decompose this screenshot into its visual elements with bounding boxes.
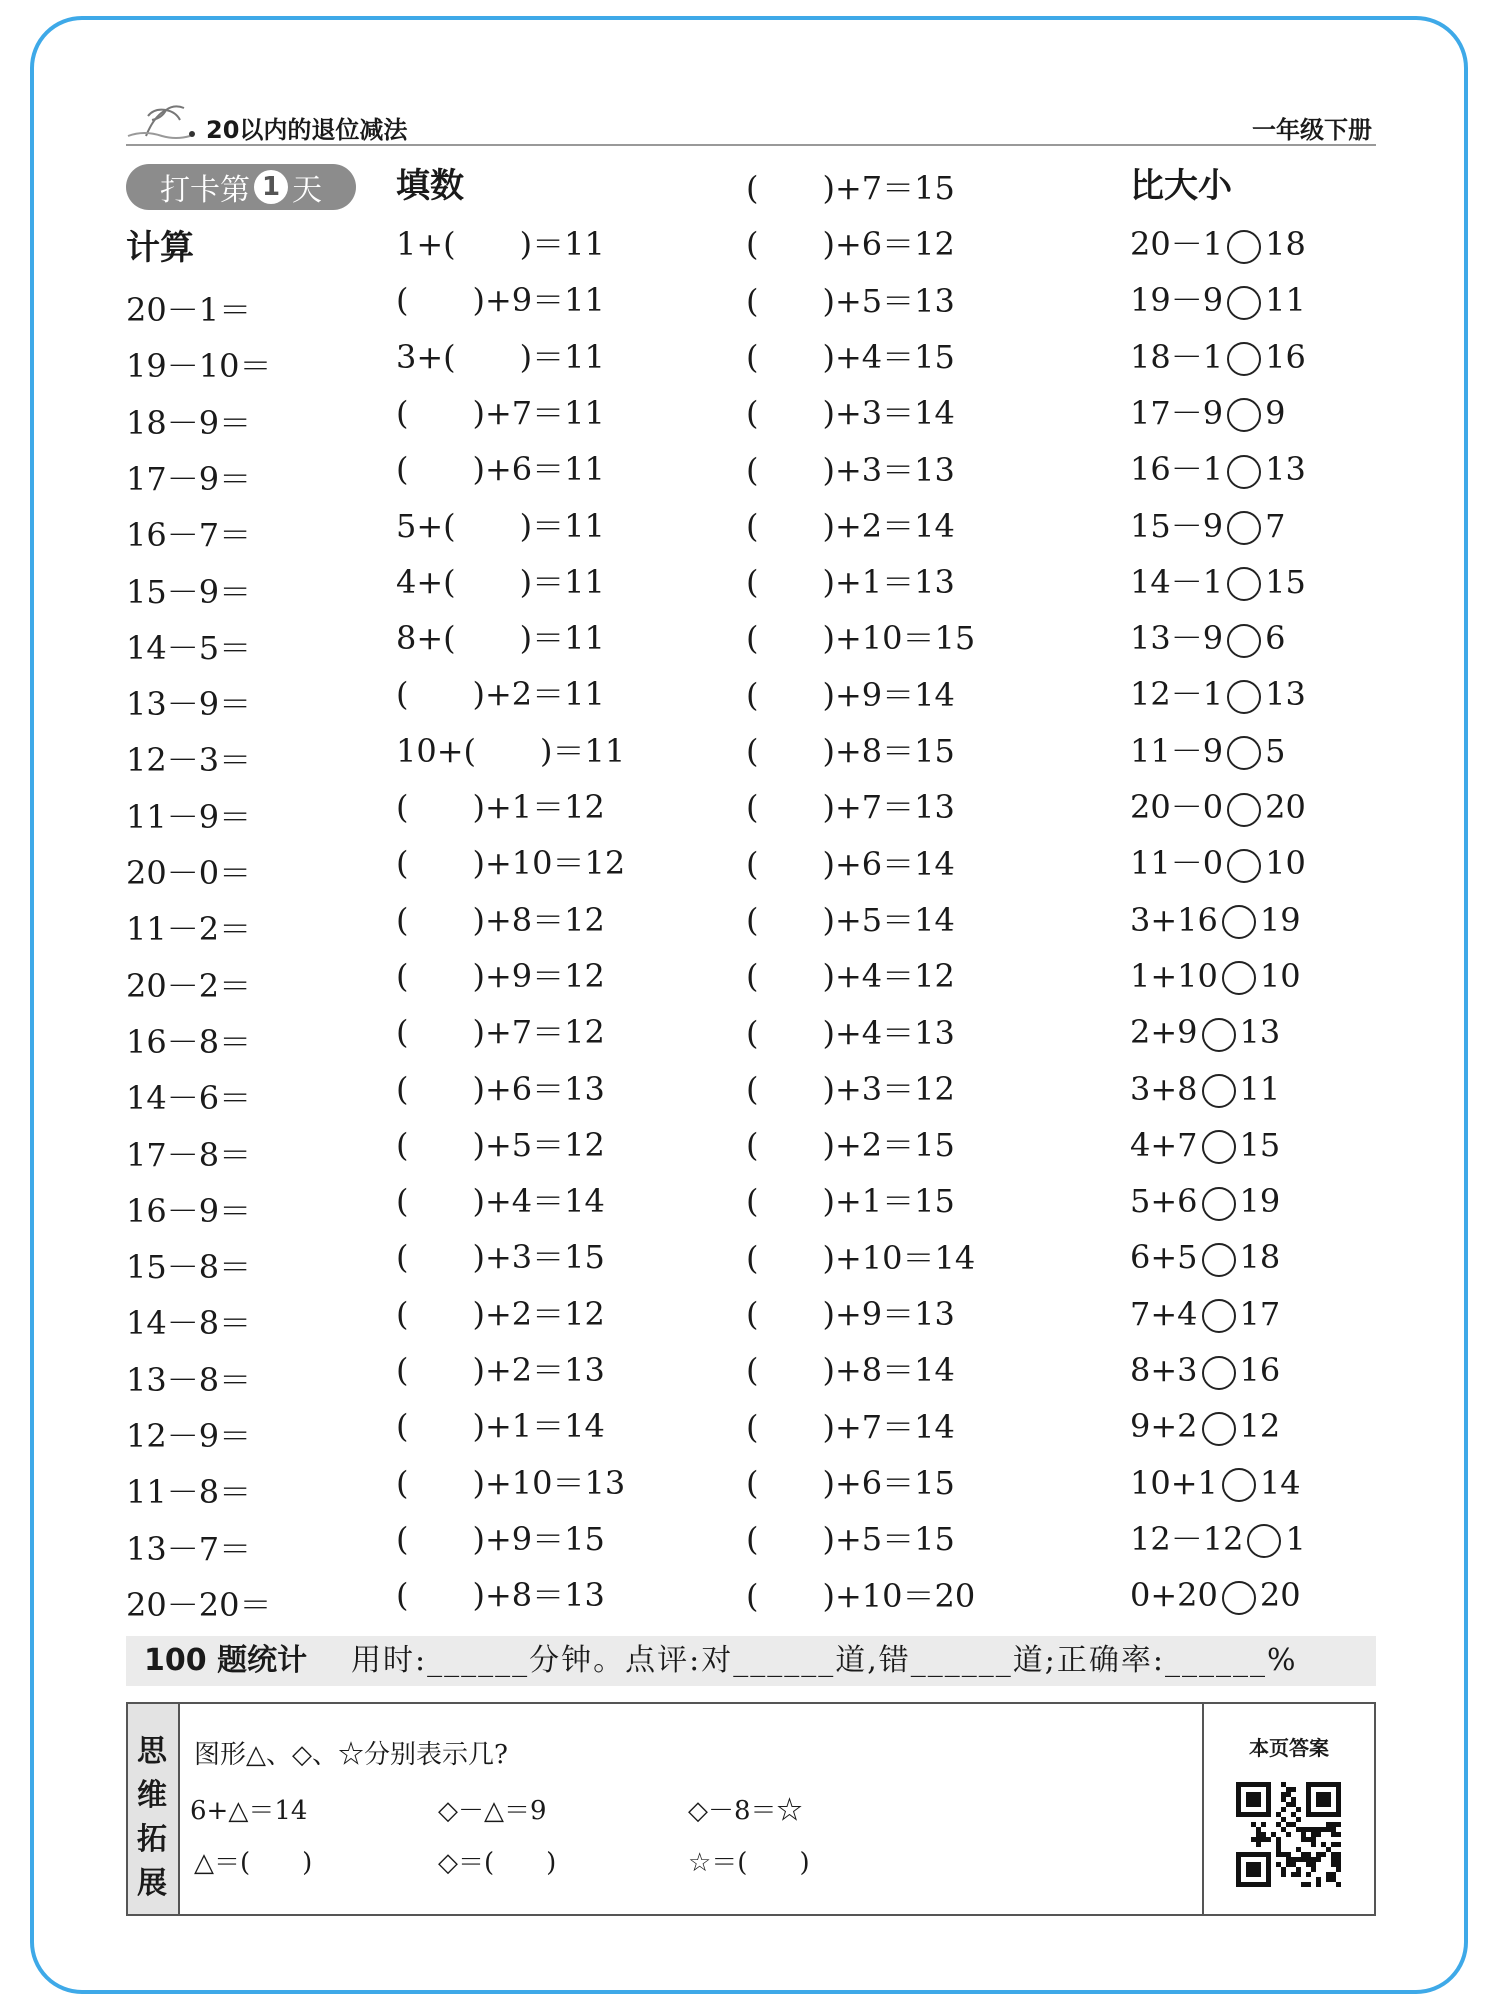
compare-right: 13 (1265, 675, 1306, 714)
compare-left: 10+1 (1130, 1463, 1218, 1502)
problem-item: ( )+6＝11 (396, 450, 605, 489)
page-header (126, 98, 1376, 146)
problem-item: ( )+2＝12 (396, 1294, 605, 1333)
compare-left: 6+5 (1130, 1238, 1198, 1277)
compare-item (1130, 329, 1306, 385)
stats-title: 100 题统计 (144, 1643, 308, 1678)
problem-item: 14－5＝ (126, 628, 252, 667)
compare-right: 16 (1239, 1351, 1281, 1389)
badge-suffix: 天 (292, 173, 322, 208)
compare-right: 9 (1265, 393, 1286, 432)
compare-item (1130, 723, 1285, 779)
problem-item: ( )+2＝14 (746, 506, 955, 545)
badge-day: 1 (254, 170, 288, 204)
compare-right: 1 (1285, 1519, 1306, 1558)
compare-right: 11 (1239, 1069, 1281, 1108)
compare-right: 6 (1265, 619, 1286, 658)
compare-item (1130, 385, 1285, 441)
compare-item (1130, 1229, 1280, 1285)
problem-item: 20－1＝ (126, 291, 252, 329)
problem-item: 20－2＝ (126, 966, 252, 1005)
problem-item: 16－9＝ (126, 1191, 252, 1230)
compare-left: 5+6 (1130, 1182, 1198, 1221)
answer-circle-icon[interactable] (1227, 624, 1261, 658)
compare-item (1130, 1511, 1306, 1567)
section-fill: 填数 (396, 166, 464, 206)
think-eq3: ◇－8＝☆ (688, 1796, 803, 1826)
answer-circle-icon[interactable] (1202, 1412, 1236, 1446)
problem-item: ( )+4＝12 (746, 957, 955, 996)
compare-left: 12－1 (1130, 675, 1224, 714)
answer-circle-icon[interactable] (1227, 736, 1261, 770)
compare-item (1130, 498, 1285, 554)
answer-qr-panel (1202, 1704, 1374, 1914)
compare-item (1130, 554, 1306, 610)
problem-item: 17－9＝ (126, 459, 252, 498)
qr-code-icon[interactable] (1236, 1782, 1342, 1888)
problem-item: ( )+6＝12 (746, 225, 955, 264)
problem-item: 4+( )＝11 (396, 562, 605, 601)
problem-item: 13－8＝ (126, 1360, 252, 1399)
compare-left: 1+10 (1130, 956, 1218, 995)
tab-char: 展 (137, 1866, 167, 1901)
grade-label: 一年级下册 (1252, 116, 1372, 144)
problem-item: ( )+6＝15 (746, 1463, 955, 1502)
problem-item: ( )+2＝15 (746, 1126, 955, 1165)
answer-circle-icon[interactable] (1227, 342, 1261, 376)
answer-circle-icon[interactable] (1202, 1130, 1236, 1164)
compare-item (1130, 216, 1306, 272)
problem-item: ( )+7＝12 (396, 1013, 605, 1052)
problem-item: 19－10＝ (126, 347, 272, 386)
compare-item (1130, 1455, 1301, 1511)
problem-item: 11－8＝ (126, 1473, 252, 1512)
compare-left: 11－0 (1130, 844, 1224, 883)
compare-item (1130, 1061, 1280, 1117)
compare-item (1130, 441, 1306, 497)
problem-item: 10+( )＝11 (396, 731, 626, 770)
compare-right: 20 (1259, 1576, 1301, 1615)
answer-circle-icon[interactable] (1227, 230, 1261, 264)
problem-item: 12－3＝ (126, 741, 252, 780)
answer-circle-icon[interactable] (1222, 961, 1256, 995)
tab-char: 思 (137, 1734, 167, 1769)
problem-item: ( )+4＝15 (746, 337, 955, 376)
problem-item: ( )+4＝14 (396, 1182, 605, 1221)
problem-item: ( )+1＝15 (746, 1182, 955, 1221)
compare-left: 12－12 (1130, 1519, 1244, 1558)
problem-item: 18－9＝ (126, 403, 252, 442)
compare-right: 10 (1259, 956, 1301, 995)
problem-item: ( )+7＝11 (396, 393, 605, 432)
answer-circle-icon[interactable] (1227, 511, 1261, 545)
stats-line: 用时:______分钟。点评:对______道,错______道;正确率:______% (351, 1643, 1298, 1678)
problem-item: ( )+10＝13 (396, 1463, 626, 1502)
problem-item: 16－8＝ (126, 1022, 252, 1061)
problem-item: ( )+5＝13 (746, 281, 955, 320)
problem-item: 8+( )＝11 (396, 619, 605, 658)
think-answer1: △＝( ) (194, 1848, 313, 1878)
problem-item: ( )+2＝11 (396, 675, 605, 714)
problem-item: ( )+3＝14 (746, 394, 955, 433)
compare-item (1130, 1567, 1301, 1623)
problem-item: ( )+3＝12 (746, 1069, 955, 1108)
problem-item: ( )+4＝13 (746, 1013, 955, 1052)
compare-item (1130, 1117, 1280, 1173)
compare-right: 14 (1259, 1463, 1301, 1502)
section-compare: 比大小 (1130, 166, 1232, 206)
problem-item: 20－0＝ (126, 854, 252, 892)
compare-right: 7 (1265, 506, 1286, 545)
think-answer3: ☆＝( ) (688, 1848, 810, 1878)
answer-circle-icon[interactable] (1222, 1468, 1256, 1502)
compare-right: 18 (1239, 1238, 1281, 1277)
answer-circle-icon[interactable] (1202, 1187, 1236, 1221)
answer-circle-icon[interactable] (1247, 1524, 1281, 1558)
answer-circle-icon[interactable] (1227, 567, 1261, 601)
problem-item: ( )+10＝14 (746, 1238, 976, 1277)
problem-item: ( )+6＝13 (396, 1069, 605, 1108)
compare-right: 10 (1265, 844, 1306, 883)
answer-circle-icon[interactable] (1202, 1074, 1236, 1108)
compare-right: 16 (1265, 337, 1306, 376)
problem-item: ( )+10＝20 (746, 1576, 976, 1615)
compare-right: 5 (1265, 731, 1286, 770)
problem-item: ( )+3＝13 (746, 450, 955, 489)
compare-left: 16－1 (1130, 450, 1224, 489)
problem-item: 13－9＝ (126, 685, 252, 724)
compare-left: 20－1 (1130, 225, 1224, 263)
problem-item: 12－9＝ (126, 1417, 252, 1455)
problem-item: 1+( )＝11 (396, 225, 605, 263)
problem-item: ( )+5＝12 (396, 1125, 605, 1164)
compare-item (1130, 272, 1306, 328)
compare-item (1130, 1398, 1280, 1454)
tab-char: 拓 (137, 1822, 167, 1857)
answer-circle-icon[interactable] (1227, 680, 1261, 714)
problem-item: ( )+8＝13 (396, 1576, 605, 1615)
problem-item: 15－8＝ (126, 1248, 252, 1287)
answer-circle-icon[interactable] (1227, 793, 1261, 827)
compare-right: 19 (1239, 1182, 1281, 1221)
compare-left: 7+4 (1130, 1294, 1198, 1333)
problem-item: ( )+7＝15 (746, 169, 955, 207)
problem-item: ( )+9＝13 (746, 1295, 955, 1333)
problem-item: ( )+10＝15 (746, 619, 976, 658)
answer-circle-icon[interactable] (1202, 1299, 1236, 1333)
compare-item (1130, 892, 1301, 948)
answer-circle-icon[interactable] (1222, 905, 1256, 939)
problem-item: 17－8＝ (126, 1135, 252, 1174)
thinking-tab (128, 1704, 180, 1914)
compare-left: 14－1 (1130, 562, 1224, 601)
problem-item: ( )+8＝14 (746, 1351, 955, 1390)
compare-item (1130, 779, 1306, 835)
compare-right: 15 (1265, 562, 1306, 601)
compare-left: 13－9 (1130, 619, 1224, 658)
think-eq1: 6+△＝14 (190, 1796, 308, 1826)
think-answer2: ◇＝( ) (438, 1848, 557, 1878)
chapter-title: 20以内的退位减法 (206, 116, 408, 144)
answer-circle-icon[interactable] (1202, 1356, 1236, 1390)
compare-item (1130, 610, 1285, 666)
compare-right: 12 (1239, 1407, 1281, 1446)
problem-item: ( )+9＝11 (396, 281, 605, 320)
compare-right: 17 (1239, 1294, 1281, 1333)
answer-circle-icon[interactable] (1202, 1243, 1236, 1277)
compare-item (1130, 666, 1306, 722)
answer-circle-icon[interactable] (1227, 286, 1261, 320)
problem-item: 5+( )＝11 (396, 506, 605, 545)
problem-item: ( )+7＝13 (746, 788, 955, 827)
answer-circle-icon[interactable] (1227, 398, 1261, 432)
problem-item: ( )+5＝14 (746, 900, 955, 939)
compare-right: 19 (1259, 900, 1301, 939)
compare-left: 11－9 (1130, 731, 1224, 770)
problem-item: ( )+1＝12 (396, 788, 605, 826)
problem-item: 14－6＝ (126, 1079, 252, 1118)
compare-item (1130, 1342, 1280, 1398)
compare-left: 19－9 (1130, 281, 1224, 320)
problem-item: ( )+9＝12 (396, 956, 605, 995)
compare-right: 13 (1239, 1013, 1281, 1052)
problem-item: ( )+7＝14 (746, 1407, 955, 1446)
answer-label: 本页答案 (1249, 1736, 1329, 1760)
thinking-extension-box (126, 1702, 1376, 1916)
problem-item: 11－9＝ (126, 797, 252, 836)
stats-bar (126, 1636, 1376, 1686)
compare-item (1130, 1173, 1280, 1229)
compare-left: 2+9 (1130, 1013, 1198, 1052)
problem-item: ( )+1＝14 (396, 1407, 605, 1446)
compare-item (1130, 1004, 1280, 1060)
problem-item: ( )+3＝15 (396, 1238, 605, 1277)
island-logo-icon (126, 102, 196, 142)
compare-right: 11 (1265, 281, 1306, 320)
problem-item: ( )+1＝13 (746, 563, 955, 602)
compare-left: 4+7 (1130, 1125, 1198, 1164)
compare-right: 18 (1265, 225, 1306, 263)
compare-left: 3+16 (1130, 900, 1218, 939)
answer-circle-icon[interactable] (1227, 455, 1261, 489)
compare-left: 3+8 (1130, 1069, 1198, 1108)
compare-left: 0+20 (1130, 1576, 1218, 1615)
compare-left: 8+3 (1130, 1351, 1198, 1389)
answer-circle-icon[interactable] (1227, 849, 1261, 883)
problem-item: 11－2＝ (126, 910, 252, 949)
answer-circle-icon[interactable] (1202, 1018, 1236, 1052)
think-question: 图形△、◇、☆分别表示几? (194, 1740, 508, 1770)
day-badge (126, 164, 356, 210)
compare-right: 20 (1265, 788, 1306, 826)
problem-item: ( )+5＝15 (746, 1520, 955, 1559)
problem-item: 20－20＝ (126, 1585, 272, 1624)
problem-item: 13－7＝ (126, 1529, 252, 1568)
compare-left: 15－9 (1130, 506, 1224, 545)
problem-item: 3+( )＝11 (396, 337, 605, 376)
problem-item: ( )+8＝15 (746, 732, 955, 770)
badge-prefix: 打卡第 (160, 173, 250, 208)
answer-circle-icon[interactable] (1222, 1581, 1256, 1615)
think-eq2: ◇－△＝9 (438, 1796, 547, 1826)
problem-item: 16－7＝ (126, 516, 252, 555)
compare-left: 17－9 (1130, 393, 1224, 432)
problem-item: ( )+9＝14 (746, 675, 955, 714)
compare-item (1130, 1286, 1280, 1342)
section-calc: 计算 (126, 228, 194, 268)
compare-right: 15 (1239, 1125, 1281, 1164)
problem-item: ( )+10＝12 (396, 844, 626, 883)
compare-right: 13 (1265, 450, 1306, 489)
problem-item: 15－9＝ (126, 572, 252, 611)
compare-item (1130, 948, 1301, 1004)
problem-item: 14－8＝ (126, 1304, 252, 1343)
tab-char: 维 (137, 1778, 167, 1813)
problem-item: ( )+6＝14 (746, 844, 955, 883)
problem-item: ( )+9＝15 (396, 1519, 605, 1558)
problem-item: ( )+8＝12 (396, 900, 605, 939)
compare-left: 9+2 (1130, 1407, 1198, 1446)
compare-left: 20－0 (1130, 788, 1224, 826)
compare-item (1130, 835, 1306, 891)
problem-item: ( )+2＝13 (396, 1351, 605, 1389)
compare-left: 18－1 (1130, 337, 1224, 376)
